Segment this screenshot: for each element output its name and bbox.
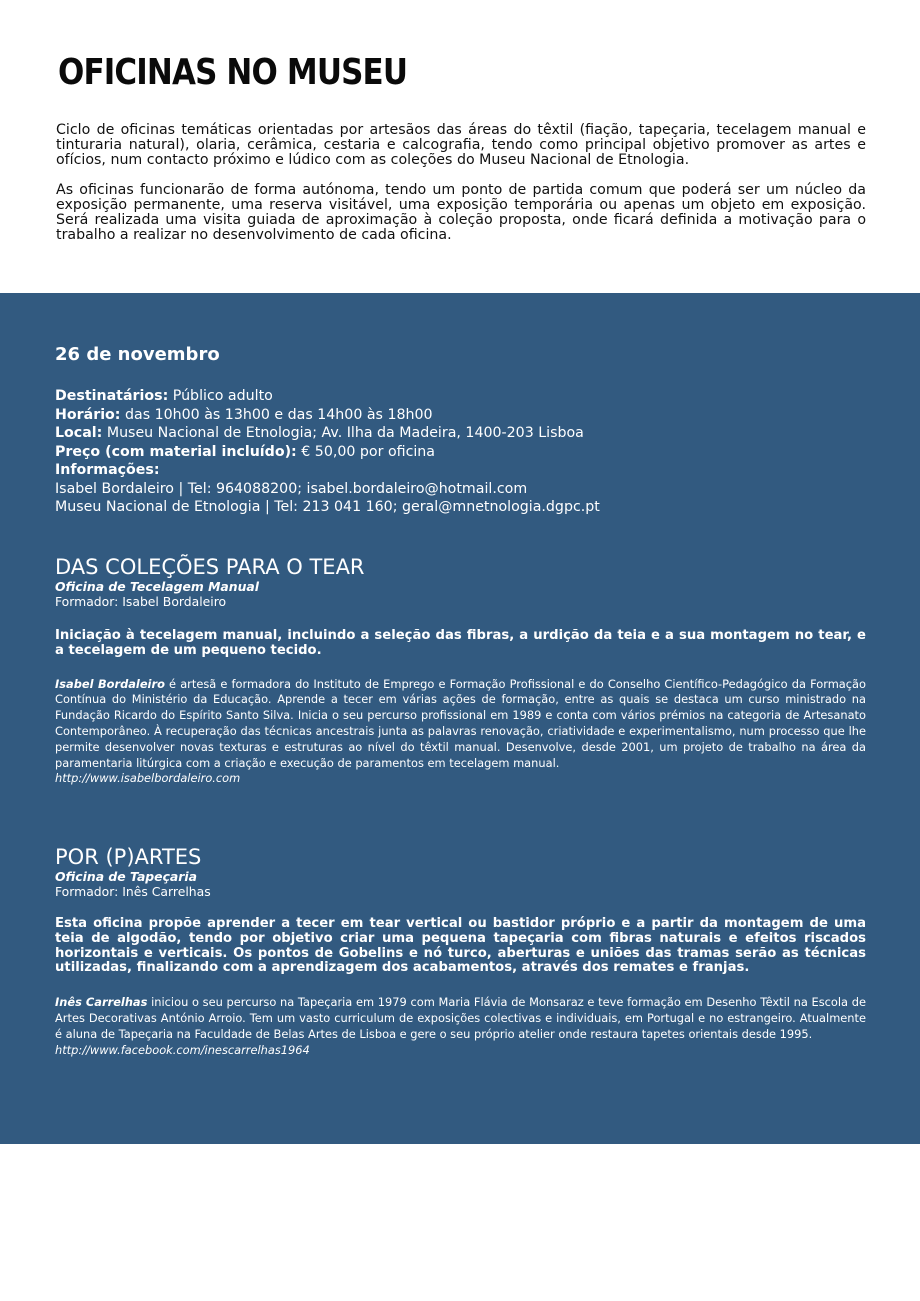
workshop-tapestry — [55, 845, 866, 1058]
trainer-name: Inês Carrelhas — [55, 995, 148, 1010]
trainer-bio — [55, 995, 866, 1042]
trainer-name: Isabel Bordaleiro — [55, 676, 165, 691]
workshop-description: Esta oficina propõe aprender a tecer em tear vertical ou bastidor próprio e a partir da montagem de uma teia de algodão, tendo por objetivo criar uma pequena tapeçaria com fibras naturais e efeitos riscados horizontais e verticais. Os pontos de Gobelins e nó turco, aberturas e uniões das tramas serão as técnicas utilizadas, finalizando com a aprendizagem dos acabamentos, através dos remates e franjas. — [55, 916, 866, 976]
price-label: Preço (com material incluído): — [55, 443, 297, 460]
price-row — [55, 443, 600, 462]
trainer-facebook-link[interactable]: http://www.facebook.com/inescarrelhas1964 — [55, 1042, 310, 1057]
trainer-bio-text: iniciou o seu percurso na Tapeçaria em 1979 com Maria Flávia de Monsaraz e teve formação em Desenho Têxtil na Escola de Artes Decorativas António Arroio. Tem um vasto curriculum de exposições colectivas e individuais, em Portugal e no estrangeiro. Atualmente é aluna de Tapeçaria na Faculdade de Belas Artes de Lisboa e gere o seu próprio atelier onde restaura tapetes orientais desde 1995. — [55, 995, 866, 1041]
workshop-subtitle: Oficina de Tapeçaria — [55, 869, 198, 884]
location-row — [55, 424, 600, 443]
audience-row — [55, 387, 600, 406]
trainer-bio — [55, 677, 866, 772]
workshop-trainer: Formador: Isabel Bordaleiro — [55, 594, 227, 609]
event-info — [55, 387, 600, 517]
intro-paragraph: Ciclo de oficinas temáticas orientadas por artesãos das áreas do têxtil (fiação, tapeçaria, tecelagem manual e tinturaria natural), olaria, cerâmica, cestaria e calcografia, tendo como principal objetivo promover as artes e ofícios, num contacto próximo e lúdico com as coleções do Museu Nacional de Etnologia. — [56, 122, 866, 168]
event-date: 26 de novembro — [55, 344, 220, 365]
location-label: Local: — [55, 425, 103, 441]
location-value: Museu Nacional de Etnologia; Av. Ilha da Madeira, 1400-203 Lisboa — [102, 425, 584, 441]
workshop-trainer: Formador: Inês Carrelhas — [55, 884, 211, 899]
workshop-weaving — [55, 555, 866, 787]
trainer-website-link[interactable]: http://www.isabelbordaleiro.com — [55, 771, 241, 786]
workshop-description: Iniciação à tecelagem manual, incluindo a seleção das fibras, a urdição da teia e a sua montagem no tear, e a tecelagem de um pequeno tecido. — [55, 628, 866, 658]
contact-line: Isabel Bordaleiro | Tel: 964088200; isabel.bordaleiro@hotmail.com — [55, 480, 528, 497]
contact-line: Museu Nacional de Etnologia | Tel: 213 041 160; geral@mnetnologia.dgpc.pt — [55, 499, 600, 515]
info-row — [55, 461, 600, 480]
intro-section — [56, 123, 866, 243]
trainer-bio-text: é artesã e formadora do Instituto de Emprego e Formação Profissional e do Conselho Científico-Pedagógico da Formação Contínua do Ministério da Educação. Aprende a tecer em várias ações de formação, entre as quais se destaca um curso ministrado na Fundação Ricardo do Espírito Santo Silva. Inicia o seu percurso profissional em 1989 e conta com vários prémios na categoria de Artesanato Contemporâneo. À recuperação das técnicas ancestrais junta as palavras renovação, criatividade e experimentalismo, num processo que lhe permite desenvolver novas texturas e estruturas ao nível do têxtil manual. Desenvolve, desde 2001, um projeto de trabalho na área da paramentaria litúrgica com a criação e execução de paramentos em tecelagem manual. — [55, 676, 866, 770]
intro-paragraph: As oficinas funcionarão de forma autónoma, tendo um ponto de partida comum que poderá ser um núcleo da exposição permanente, uma reserva visitável, uma exposição temporária ou apenas um objeto em exposição. Será realizada uma visita guiada de aproximação à coleção proposta, onde ficará definida a motivação para o trabalho a realizar no desenvolvimento de cada oficina. — [56, 182, 866, 243]
workshop-title: DAS COLEÇÕES PARA O TEAR — [55, 555, 365, 579]
audience-value: Público adulto — [168, 388, 273, 404]
audience-label: Destinatários: — [55, 388, 169, 404]
schedule-row — [55, 406, 600, 425]
price-value: € 50,00 por oficina — [296, 443, 435, 460]
workshop-title: POR (P)ARTES — [55, 845, 202, 869]
event-panel — [0, 293, 920, 1144]
schedule-value: das 10h00 às 13h00 e das 14h00 às 18h00 — [120, 406, 433, 423]
workshop-subtitle: Oficina de Tecelagem Manual — [55, 579, 260, 594]
page-title: OFICINAS NO MUSEU — [58, 52, 408, 93]
schedule-label: Horário: — [55, 406, 121, 423]
info-label: Informações: — [55, 462, 160, 478]
